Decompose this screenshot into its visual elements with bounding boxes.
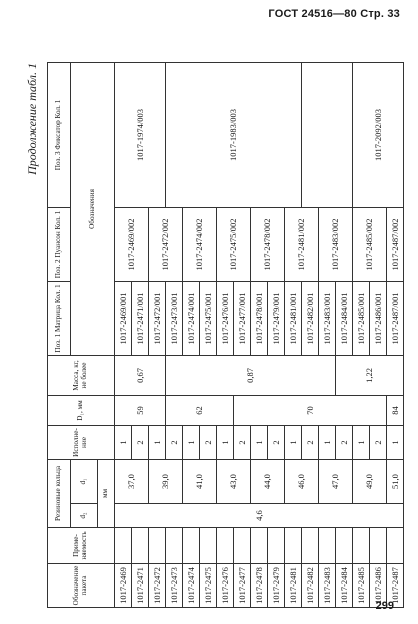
table-cell: 1017-2472/002 <box>149 207 183 281</box>
table-cell: 49,0 <box>353 459 387 503</box>
table-cell: 1017-2485/001 <box>353 281 370 355</box>
table-cell: 1017-2469/001 <box>115 281 132 355</box>
table-cell: 2 <box>132 425 149 459</box>
col-designation-sub: Обозначения <box>71 62 115 355</box>
table-cell: 1017-2487 <box>387 564 404 608</box>
table-cell: 1017-2487/001 <box>387 281 404 355</box>
table-cell: 1017-2473/001 <box>166 281 183 355</box>
table-cell: 1017-2486 <box>370 564 387 608</box>
col-pos2: Поз. 2 Пуансон Кол. 1 <box>48 207 71 281</box>
col-designation: Обозначение пакета <box>48 564 115 608</box>
table-cell <box>370 528 387 564</box>
table-cell <box>166 528 183 564</box>
col-d2: d₂ <box>71 504 98 528</box>
table-cell: 1017-1974/003 <box>115 62 166 207</box>
table-cell <box>319 528 336 564</box>
table-cell: 59 <box>115 395 166 425</box>
table-cell: 1017-2469/002 <box>115 207 149 281</box>
table-cell: 1017-2472/001 <box>149 281 166 355</box>
table-cell: 51,0 <box>387 459 404 503</box>
table-cell: 1017-2482/001 <box>302 281 319 355</box>
table-cell: 1017-2474 <box>183 564 200 608</box>
col-mass: Масса, кг, не более <box>48 355 115 395</box>
table-cell: 1017-2481/001 <box>285 281 302 355</box>
col-mm: мм <box>98 459 115 527</box>
table-cell: 1 <box>319 425 336 459</box>
table-cell: 2 <box>336 425 353 459</box>
col-version: Исполне- ние <box>48 425 115 459</box>
table-cell: 1017-2476/001 <box>217 281 234 355</box>
table-cell: 1017-2477 <box>234 564 251 608</box>
table-cell: 1017-2482 <box>302 564 319 608</box>
table-cell <box>234 528 251 564</box>
col-pos3: Поз. 3 Фиксатор Кол. 1 <box>48 62 71 207</box>
col-D1: D₁, мм <box>48 395 115 425</box>
table-cell: 1 <box>183 425 200 459</box>
table-cell: 1017-2481/002 <box>285 207 319 281</box>
table-cell: 2 <box>302 425 319 459</box>
table-cell: 2 <box>200 425 217 459</box>
table-cell: 62 <box>166 395 234 425</box>
table-cell <box>217 528 234 564</box>
table-cell <box>268 528 285 564</box>
table-cell: 1017-2475 <box>200 564 217 608</box>
table-cell: 1017-2484/001 <box>336 281 353 355</box>
col-pos1: Поз. 1 Матрица Кол. 1 <box>48 281 71 355</box>
table-cell: 1017-1983/003 <box>166 62 302 207</box>
table-cell <box>149 528 166 564</box>
col-rings: Резиновые кольца <box>48 459 71 527</box>
table-row <box>115 62 132 607</box>
table-cell: 1017-2474/001 <box>183 281 200 355</box>
table-cell: 1 <box>353 425 370 459</box>
table-cell <box>132 528 149 564</box>
col-applicability: Приме- няемость <box>48 528 115 564</box>
table-cell: 1017-2484 <box>336 564 353 608</box>
table-cell: 1017-2478 <box>251 564 268 608</box>
table-cell: 1017-2472 <box>149 564 166 608</box>
table-cell: 1017-2476 <box>217 564 234 608</box>
table-cell <box>115 528 132 564</box>
table-cell <box>336 528 353 564</box>
table-cell <box>183 528 200 564</box>
table-cell: 1017-2483/002 <box>319 207 353 281</box>
cell-d2: 4,6 <box>115 504 404 528</box>
table-cell: 1017-2485/002 <box>353 207 387 281</box>
table-caption: Продолжение табл. 1 <box>25 63 39 175</box>
table-cell: 2 <box>166 425 183 459</box>
table-cell: 2 <box>268 425 285 459</box>
table-cell: 1017-2487/002 <box>387 207 404 281</box>
table-cell: 1017-2479/001 <box>268 281 285 355</box>
table-cell: 1017-2469 <box>115 564 132 608</box>
table-cell: 46,0 <box>285 459 319 503</box>
table-cell: 39,0 <box>149 459 183 503</box>
table-cell: 1017-2475/002 <box>217 207 251 281</box>
table-cell: 1017-2471 <box>132 564 149 608</box>
table-cell: 1017-2483 <box>319 564 336 608</box>
table-cell: 1,22 <box>336 355 404 395</box>
table-cell: 44,0 <box>251 459 285 503</box>
table-cell: 1017-2481 <box>285 564 302 608</box>
table-cell <box>251 528 268 564</box>
parts-table <box>47 62 404 608</box>
table-cell: 0,67 <box>115 355 166 395</box>
table-cell: 1 <box>251 425 268 459</box>
table-cell: 1017-2471/001 <box>132 281 149 355</box>
table-cell: 1017-2092/003 <box>353 62 404 207</box>
table-cell: 84 <box>387 395 404 425</box>
table-cell: 1017-2479 <box>268 564 285 608</box>
table-cell: 1 <box>285 425 302 459</box>
table-cell: 1017-2485 <box>353 564 370 608</box>
table-cell: 2 <box>234 425 251 459</box>
table-cell: 37,0 <box>115 459 149 503</box>
table-cell: 1017-2478/002 <box>251 207 285 281</box>
table-cell: 1 <box>115 425 132 459</box>
table-cell <box>302 528 319 564</box>
table-cell: 0,87 <box>166 355 336 395</box>
table-cell: 1017-2475/001 <box>200 281 217 355</box>
table-cell: 43,0 <box>217 459 251 503</box>
table-cell: 1017-2483/001 <box>319 281 336 355</box>
page-header: ГОСТ 24516—80 Стр. 33 <box>268 8 400 20</box>
table-cell: 1017-2473 <box>166 564 183 608</box>
page-number: 299 <box>375 600 394 612</box>
table-cell <box>285 528 302 564</box>
table-cell <box>387 528 404 564</box>
table-cell: 1 <box>217 425 234 459</box>
table-cell: 1017-2474/002 <box>183 207 217 281</box>
table-cell <box>200 528 217 564</box>
table-cell: 1017-2478/001 <box>251 281 268 355</box>
table-cell: 47,0 <box>319 459 353 503</box>
table-cell: 1017-2486/001 <box>370 281 387 355</box>
table-cell: 2 <box>370 425 387 459</box>
table-cell: 1 <box>149 425 166 459</box>
col-d1: d₁ <box>71 459 98 503</box>
table-cell: 1 <box>387 425 404 459</box>
table-cell: 70 <box>234 395 387 425</box>
table-cell: 41,0 <box>183 459 217 503</box>
table-cell: 1017-2477/001 <box>234 281 251 355</box>
table-cell <box>353 528 370 564</box>
